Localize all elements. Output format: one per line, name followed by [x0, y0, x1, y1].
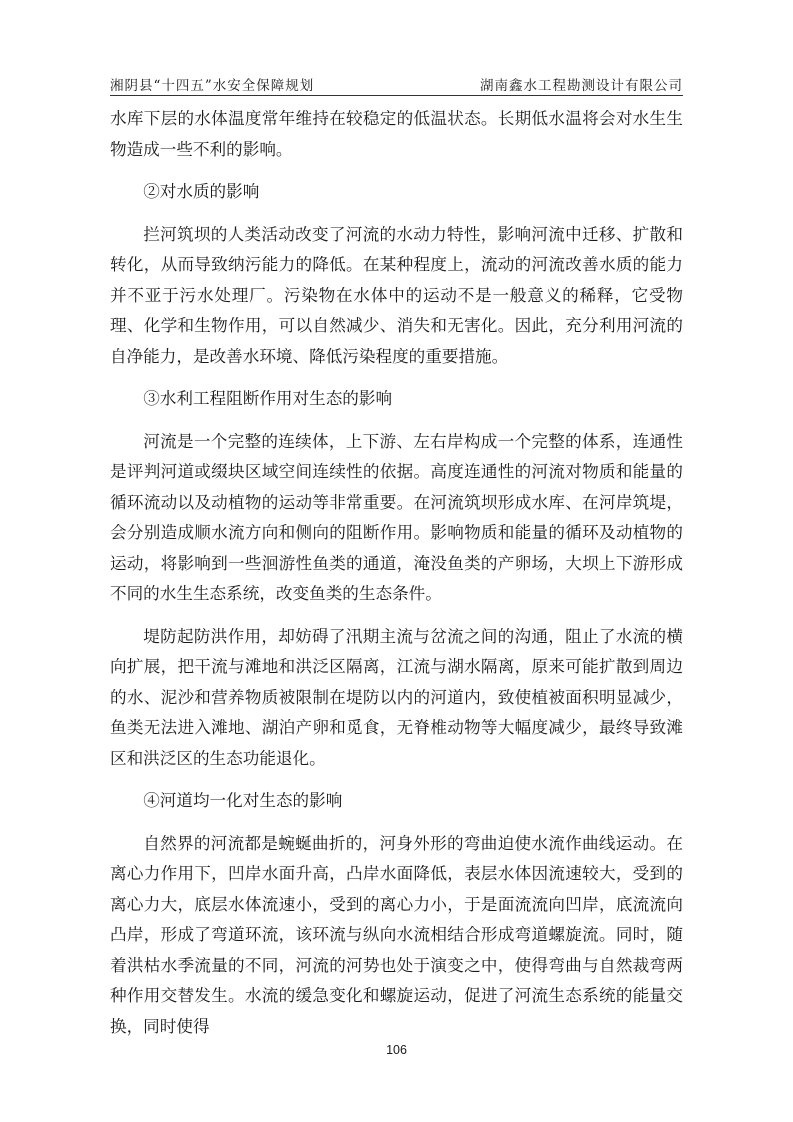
page-number: 106 — [386, 1043, 407, 1057]
paragraph-river-continuity: 河流是一个完整的连续体，上下游、左右岸构成一个完整的体系，连通性是评判河道或缀块区域空间连续性的依据。高度连通性的河流对物质和能量的循环流动以及动植物的运动等非常重要。在河流筑坝形成水库、在河岸筑堤，会分别造成顺水流方向和侧向的阻断作用。影响物质和能量的循环及动植物的运动，将影响到一些洄游性鱼类的通道，淹没鱼类的产卵场，大坝上下游形成不同的水生生态系统，改变鱼类的生态条件。 — [110, 431, 683, 603]
page-header — [110, 70, 683, 94]
paragraph-meandering-rivers: 自然界的河流都是蜿蜒曲折的，河身外形的弯曲迫使水流作曲线运动。在离心力作用下，凹岸水面升高，凸岸水面降低，表层水体因流速较大，受到的离心力大，底层水体流速小，受到的离心力小，于是面流流向凹岸，底流流向凸岸，形成了弯道环流，该环流与纵向水流相结合形成弯道螺旋流。同时，随着洪枯水季流量的不同，河流的河势也处于演变之中，使得弯曲与自然裁弯两种作用交替发生。水流的缓急变化和螺旋运动，促进了河流生态系统的能量交换，同时使得 — [110, 833, 683, 1036]
section-heading-channel-uniformity: ④河道均一化对生态的影响 — [143, 791, 343, 810]
header-divider — [110, 95, 683, 96]
paragraph-water-quality: 拦河筑坝的人类活动改变了河流的水动力特性，影响河流中迁移、扩散和转化，从而导致纳污能力的降低。在某种程度上，流动的河流改善水质的能力并不亚于污水处理厂。污染物在水体中的运动不是一般意义的稀释，它受物理、化学和生物作用，可以自然减少、消失和无害化。因此，充分利用河流的自净能力，是改善水环境、降低污染程度的重要措施。 — [110, 224, 683, 366]
section-heading-blocking-effect: ③水利工程阻断作用对生态的影响 — [143, 389, 393, 408]
header-company-name: 湖南鑫水工程勘测设计有限公司 — [480, 78, 683, 94]
paragraph-levee-effect: 堤防起防洪作用，却妨碍了汛期主流与岔流之间的沟通，阻止了水流的横向扩展，把干流与滩地和洪泛区隔离，江流与湖水隔离，原来可能扩散到周边的水、泥沙和营养物质被限制在堤防以内的河道内，致使植被面积明显减少，鱼类无法进入滩地、湖泊产卵和觅食，无脊椎动物等大幅度减少，最终导致滩区和洪泛区的生态功能退化。 — [110, 626, 683, 768]
paragraph-continued: 水库下层的水体温度常年维持在较稳定的低温状态。长期低水温将会对水生生物造成一些不利的影响。 — [110, 109, 683, 159]
header-document-title: 湘阴县“十四五”水安全保障规划 — [110, 78, 315, 94]
document-body — [110, 104, 683, 1054]
section-heading-water-quality: ②对水质的影响 — [143, 182, 260, 201]
